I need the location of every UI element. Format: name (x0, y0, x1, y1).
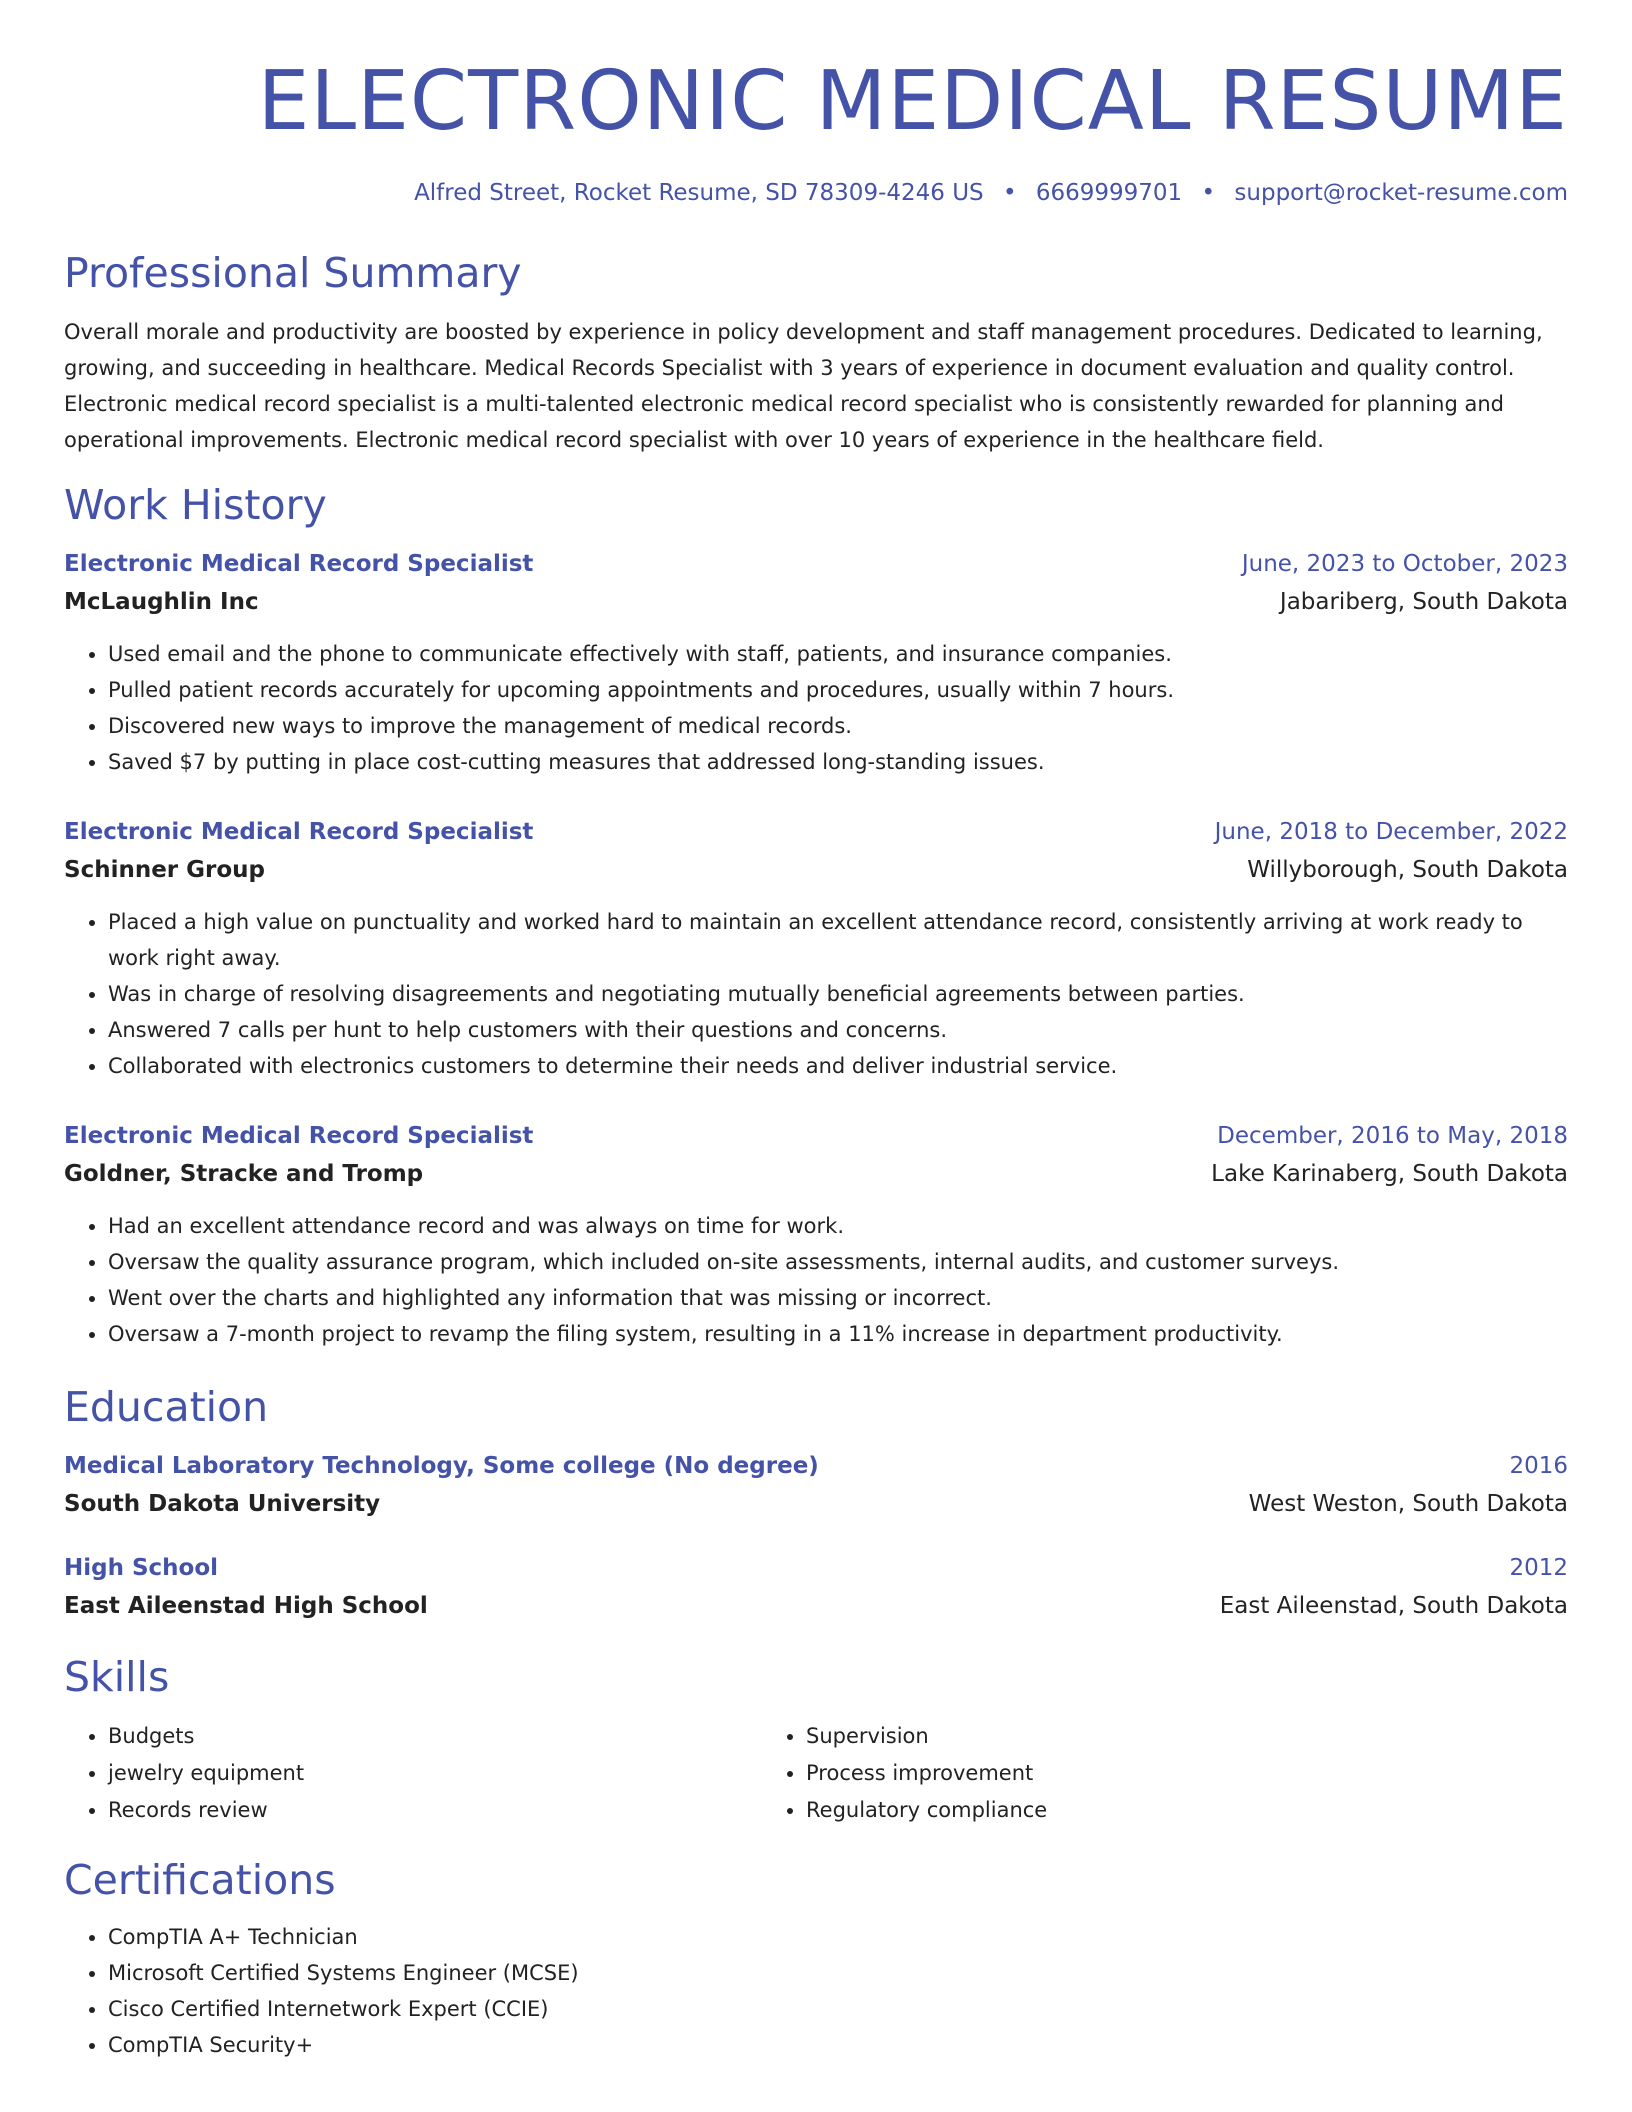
job-bullet: • Discovered new ways to improve the management of medical records. (108, 708, 1568, 744)
skills-left-list (64, 1718, 762, 1829)
job-dates: June, 2023 to October, 2023 (1241, 551, 1568, 577)
skill-item: • Regulatory compliance (806, 1792, 1460, 1829)
skill-item: • jewelry equipment (108, 1755, 762, 1792)
education-year: 2012 (1509, 1555, 1568, 1581)
certification-item: • CompTIA A+ Technician (108, 1919, 1568, 1955)
job-bullets (64, 904, 1568, 1084)
education-entry (64, 1448, 1568, 1524)
job-header-row (64, 814, 1568, 850)
job-role: Electronic Medical Record Specialist (64, 551, 534, 577)
job-bullet: • Was in charge of resolving disagreements and negotiating mutually beneficial agreements between parties. (108, 976, 1568, 1012)
job-location: Lake Karinaberg, South Dakota (1211, 1161, 1568, 1187)
summary-heading: Professional Summary (64, 249, 522, 297)
job-bullets (64, 1208, 1568, 1352)
contact-line (64, 178, 1568, 208)
education-header-row (64, 1448, 1568, 1484)
contact-separator: • (1002, 180, 1017, 206)
resume-title: ELECTRONIC MEDICAL RESUME (257, 54, 1568, 149)
job-company-row (64, 850, 1568, 890)
certification-item: • Microsoft Certified Systems Engineer (MCSE) (108, 1955, 1568, 1991)
job-role: Electronic Medical Record Specialist (64, 1123, 534, 1149)
education-school-row (64, 1484, 1568, 1524)
job-bullet: • Saved $7 by putting in place cost-cutting measures that addressed long-standing issues. (108, 744, 1568, 780)
job-bullet: • Placed a high value on punctuality and worked hard to maintain an excellent attendance record, consistently arriving at work ready to work right away. (108, 904, 1568, 976)
job-entry (64, 1118, 1568, 1352)
job-role: Electronic Medical Record Specialist (64, 819, 534, 845)
skill-item: • Records review (108, 1792, 762, 1829)
work-history-heading: Work History (64, 481, 327, 529)
education-degree: High School (64, 1555, 219, 1581)
education-school: South Dakota University (64, 1491, 381, 1517)
education-entry (64, 1550, 1568, 1626)
job-bullet: • Oversaw a 7-month project to revamp the filing system, resulting in a 11% increase in department productivity. (108, 1316, 1568, 1352)
skill-item: • Budgets (108, 1718, 762, 1755)
job-company: McLaughlin Inc (64, 589, 259, 615)
job-header-row (64, 546, 1568, 582)
skills-right-list (762, 1718, 1460, 1829)
job-bullet: • Oversaw the quality assurance program, which included on-site assessments, internal audits, and customer surveys. (108, 1244, 1568, 1280)
skills-columns (64, 1718, 1568, 1829)
contact-email: support@rocket-resume.com (1234, 180, 1568, 206)
job-dates: December, 2016 to May, 2018 (1217, 1123, 1568, 1149)
job-bullet: • Went over the charts and highlighted any information that was missing or incorrect. (108, 1280, 1568, 1316)
job-bullet: • Answered 7 calls per hunt to help customers with their questions and concerns. (108, 1012, 1568, 1048)
job-bullet: • Pulled patient records accurately for upcoming appointments and procedures, usually within 7 hours. (108, 672, 1568, 708)
skill-item: • Supervision (806, 1718, 1460, 1755)
job-dates: June, 2018 to December, 2022 (1214, 819, 1568, 845)
resume-page (64, 0, 1568, 2063)
education-school: East Aileenstad High School (64, 1593, 428, 1619)
summary-text: Overall morale and productivity are boosted by experience in policy development and staff management procedures. Dedicated to learning, growing, and succeeding in healthcare. Medical Records Specialist with 3 years of experience in document evaluation and quality control. Electronic medical record specialist is a multi-talented electronic medical record specialist who is consistently rewarded for planning and operational improvements. Electronic medical record specialist with over 10 years of experience in the healthcare field. (64, 320, 1543, 452)
education-header-row (64, 1550, 1568, 1586)
job-bullet: • Had an excellent attendance record and was always on time for work. (108, 1208, 1568, 1244)
job-entry (64, 546, 1568, 780)
job-header-row (64, 1118, 1568, 1154)
education-location: East Aileenstad, South Dakota (1219, 1593, 1568, 1619)
job-company-row (64, 1154, 1568, 1194)
skills-heading: Skills (64, 1653, 170, 1701)
job-bullets (64, 636, 1568, 780)
contact-phone: 6669999701 (1035, 180, 1183, 206)
job-company: Goldner, Stracke and Tromp (64, 1161, 424, 1187)
education-location: West Weston, South Dakota (1248, 1491, 1568, 1517)
certification-item: • Cisco Certified Internetwork Expert (CCIE) (108, 1991, 1568, 2027)
job-entry (64, 814, 1568, 1084)
job-location: Willyborough, South Dakota (1247, 857, 1568, 883)
certifications-list (64, 1919, 1568, 2063)
education-degree: Medical Laboratory Technology, Some college (No degree) (64, 1453, 819, 1479)
skill-item: • Process improvement (806, 1755, 1460, 1792)
education-school-row (64, 1586, 1568, 1626)
education-heading: Education (64, 1383, 269, 1431)
job-bullet: • Used email and the phone to communicate effectively with staff, patients, and insurance companies. (108, 636, 1568, 672)
contact-separator: • (1201, 180, 1216, 206)
job-location: Jabariberg, South Dakota (1279, 589, 1568, 615)
contact-address: Alfred Street, Rocket Resume, SD 78309-4246 US (414, 180, 984, 206)
job-company: Schinner Group (64, 857, 266, 883)
certification-item: • CompTIA Security+ (108, 2027, 1568, 2063)
certifications-heading: Certifications (64, 1856, 336, 1904)
education-year: 2016 (1509, 1453, 1568, 1479)
job-company-row (64, 582, 1568, 622)
job-bullet: • Collaborated with electronics customers to determine their needs and deliver industrial service. (108, 1048, 1568, 1084)
